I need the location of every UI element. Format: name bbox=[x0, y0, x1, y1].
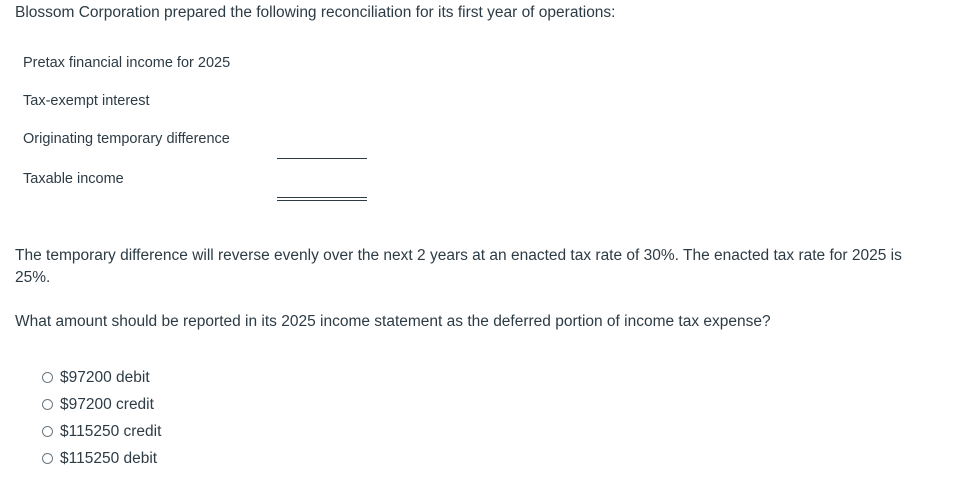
subtotal-rule bbox=[277, 158, 367, 159]
question-paragraph: The temporary difference will reverse evenly over the next 2 years at an enacted tax rate of 30%. The enacted tax rate for 2025 is 25%. bbox=[15, 247, 902, 286]
answer-option[interactable] bbox=[42, 445, 161, 472]
total-double-rule-bottom bbox=[277, 200, 367, 201]
answer-options bbox=[42, 364, 161, 472]
question-intro: Blossom Corporation prepared the following reconciliation for its first year of operations: bbox=[15, 4, 616, 21]
option-label: $97200 credit bbox=[60, 395, 154, 413]
answer-option[interactable] bbox=[42, 391, 161, 418]
question-prompt: What amount should be reported in its 2025 income statement as the deferred portion of income tax expense? bbox=[15, 313, 771, 330]
option-label: $97200 debit bbox=[60, 368, 150, 386]
answer-option[interactable] bbox=[42, 418, 161, 445]
radio-button[interactable] bbox=[42, 426, 53, 437]
radio-button[interactable] bbox=[42, 453, 53, 464]
row-label: Pretax financial income for 2025 bbox=[23, 55, 231, 71]
radio-button[interactable] bbox=[42, 399, 53, 410]
row-label: Originating temporary difference bbox=[23, 131, 230, 147]
option-label: $115250 credit bbox=[60, 422, 162, 440]
option-label: $115250 debit bbox=[60, 449, 158, 467]
row-label: Tax-exempt interest bbox=[23, 93, 150, 109]
radio-button[interactable] bbox=[42, 372, 53, 383]
total-double-rule-top bbox=[277, 197, 367, 198]
row-label: Taxable income bbox=[23, 171, 124, 187]
answer-option[interactable] bbox=[42, 364, 161, 391]
